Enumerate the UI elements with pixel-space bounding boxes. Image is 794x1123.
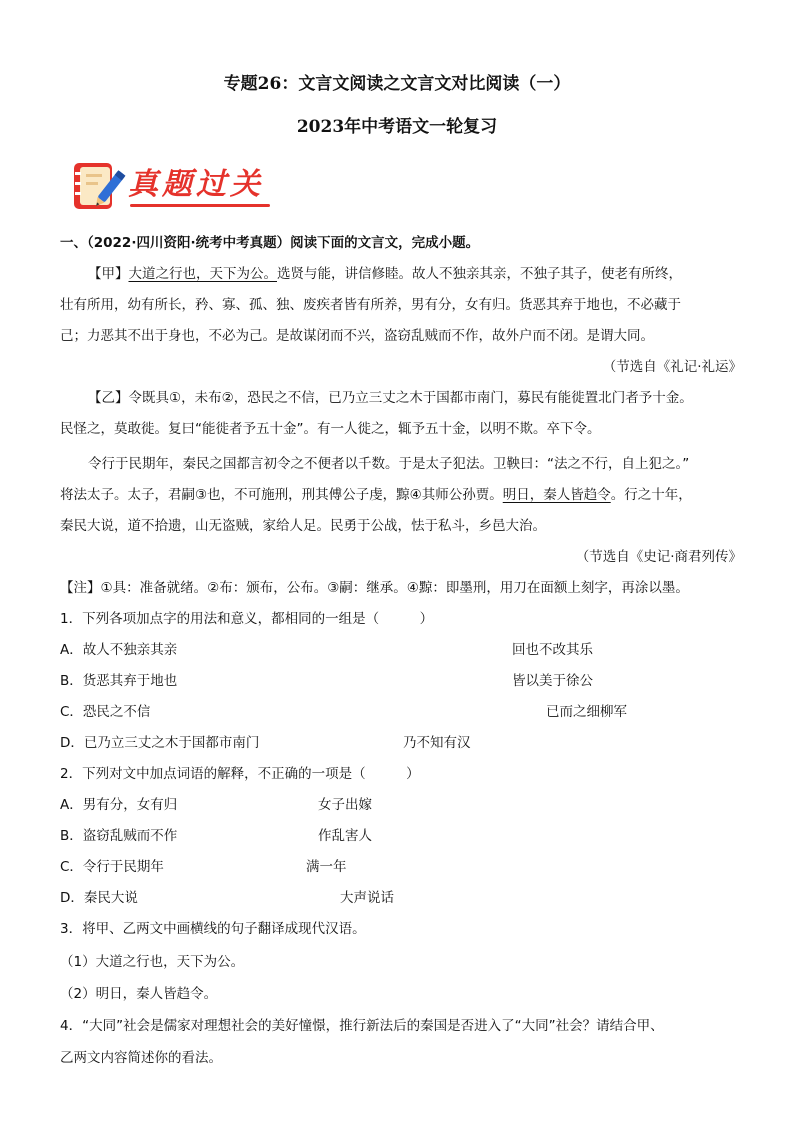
question-2-stem: 2．下列对文中加点词语的解释，不正确的一项是（ ） [60, 766, 420, 782]
q1-option-b: B．货恶其弃于地也 [60, 673, 178, 689]
page-subtitle: 2023年中考语文一轮复习 [296, 117, 498, 137]
q2-option-d: D．秦民大说 [60, 890, 138, 906]
passage-yi-source: （节选自《史记·商君列传》 [575, 549, 742, 565]
passage-yi-line4 [60, 486, 692, 504]
notebook-pencil-icon [72, 160, 126, 212]
passage-label-jia: 【甲】 [88, 266, 129, 282]
passage-jia-line3: 己；力恶其不出于身也，不必为己。是故谋闭而不兴，盗窃乱贼而不作，故外户而不闭。是谓大同。 [60, 328, 654, 344]
question-header: 一、（2022·四川资阳·统考中考真题）阅读下面的文言文，完成小题。 [60, 235, 480, 251]
question-4-line2: 乙两文内容简述你的看法。 [60, 1050, 222, 1066]
banner-underline [130, 204, 270, 207]
q1-option-a: A．故人不独亲其亲 [60, 642, 178, 658]
q1-option-c: C．恐民之不信 [60, 704, 151, 720]
q1-option-c-compare: 已而之细柳军 [546, 704, 627, 720]
passage-yi-line3: 令行于民期年，秦民之国都言初令之不便者以千数。于是太子犯法。卫鞅曰：“法之不行，自上犯之。” [88, 456, 690, 472]
q1-option-b-compare: 皆以美于徐公 [512, 673, 593, 689]
underlined-sentence-jia: 大道之行也，天下为公。 [128, 266, 277, 282]
question-1-stem: 1．下列各项加点字的用法和意义，都相同的一组是（ ） [60, 611, 434, 627]
annotation-notes: 【注】①具：准备就绪。②布：颁布，公布。③嗣：继承。④黥：即墨刑，用刀在面额上刻字，再涂以墨。 [60, 580, 689, 596]
q2-option-a: A．男有分，女有归 [60, 797, 178, 813]
banner-title: 真题过关 [128, 167, 264, 202]
q2-option-b-gloss: 作乱害人 [318, 828, 372, 844]
underlined-sentence-yi: 明日，秦人皆趋令 [502, 487, 611, 503]
passage-jia-line2: 壮有所用，幼有所长，矜、寡、孤、独、废疾者皆有所养，男有分，女有归。货恶其弃于地也，不必藏于 [60, 297, 681, 313]
page-title: 专题26：文言文阅读之文言文对比阅读（一） [223, 74, 571, 94]
passage-yi-line5: 秦民大说，道不拾遗，山无盗贼，家给人足。民勇于公战，怯于私斗，乡邑大治。 [60, 518, 546, 534]
passage-yi-line2: 民怪之，莫敢徙。复曰“能徙者予五十金”。有一人徙之，辄予五十金，以明不欺。卒下令。 [60, 421, 601, 437]
question-3-stem: 3．将甲、乙两文中画横线的句子翻译成现代汉语。 [60, 921, 366, 937]
q3-item-2: （2）明日，秦人皆趋令。 [60, 986, 218, 1002]
q1-option-d: D．已乃立三丈之木于国都市南门 [60, 735, 260, 751]
q1-option-d-compare: 乃不知有汉 [403, 735, 471, 751]
q3-item-1: （1）大道之行也，天下为公。 [60, 954, 245, 970]
q1-option-a-compare: 回也不改其乐 [512, 642, 593, 658]
passage-text: 将法太子。太子，君嗣③也，不可施刑，刑其傅公子虔，黥④其师公孙贾。 [60, 487, 503, 503]
passage-text: 。行之十年， [610, 487, 692, 503]
q2-option-d-gloss: 大声说话 [340, 890, 394, 906]
passage-jia-line1 [88, 265, 682, 283]
passage-yi-line1 [88, 389, 693, 407]
q2-option-b: B．盗窃乱贼而不作 [60, 828, 178, 844]
section-banner [72, 160, 272, 212]
passage-jia-source: （节选自《礼记·礼运》 [602, 359, 742, 375]
question-4-line1: 4．“大同”社会是儒家对理想社会的美好憧憬，推行新法后的秦国是否进入了“大同”社会？请结合甲、 [60, 1018, 664, 1034]
q2-option-a-gloss: 女子出嫁 [318, 797, 372, 813]
q2-option-c: C．令行于民期年 [60, 859, 164, 875]
passage-text: 选贤与能，讲信修睦。故人不独亲其亲，不独子其子，使老有所终， [277, 266, 682, 282]
passage-text: 令既具①，未布②，恐民之不信，已乃立三丈之木于国都市南门，募民有能徙置北门者予十金。 [128, 390, 693, 406]
passage-label-yi: 【乙】 [88, 390, 129, 406]
q2-option-c-gloss: 满一年 [306, 859, 347, 875]
